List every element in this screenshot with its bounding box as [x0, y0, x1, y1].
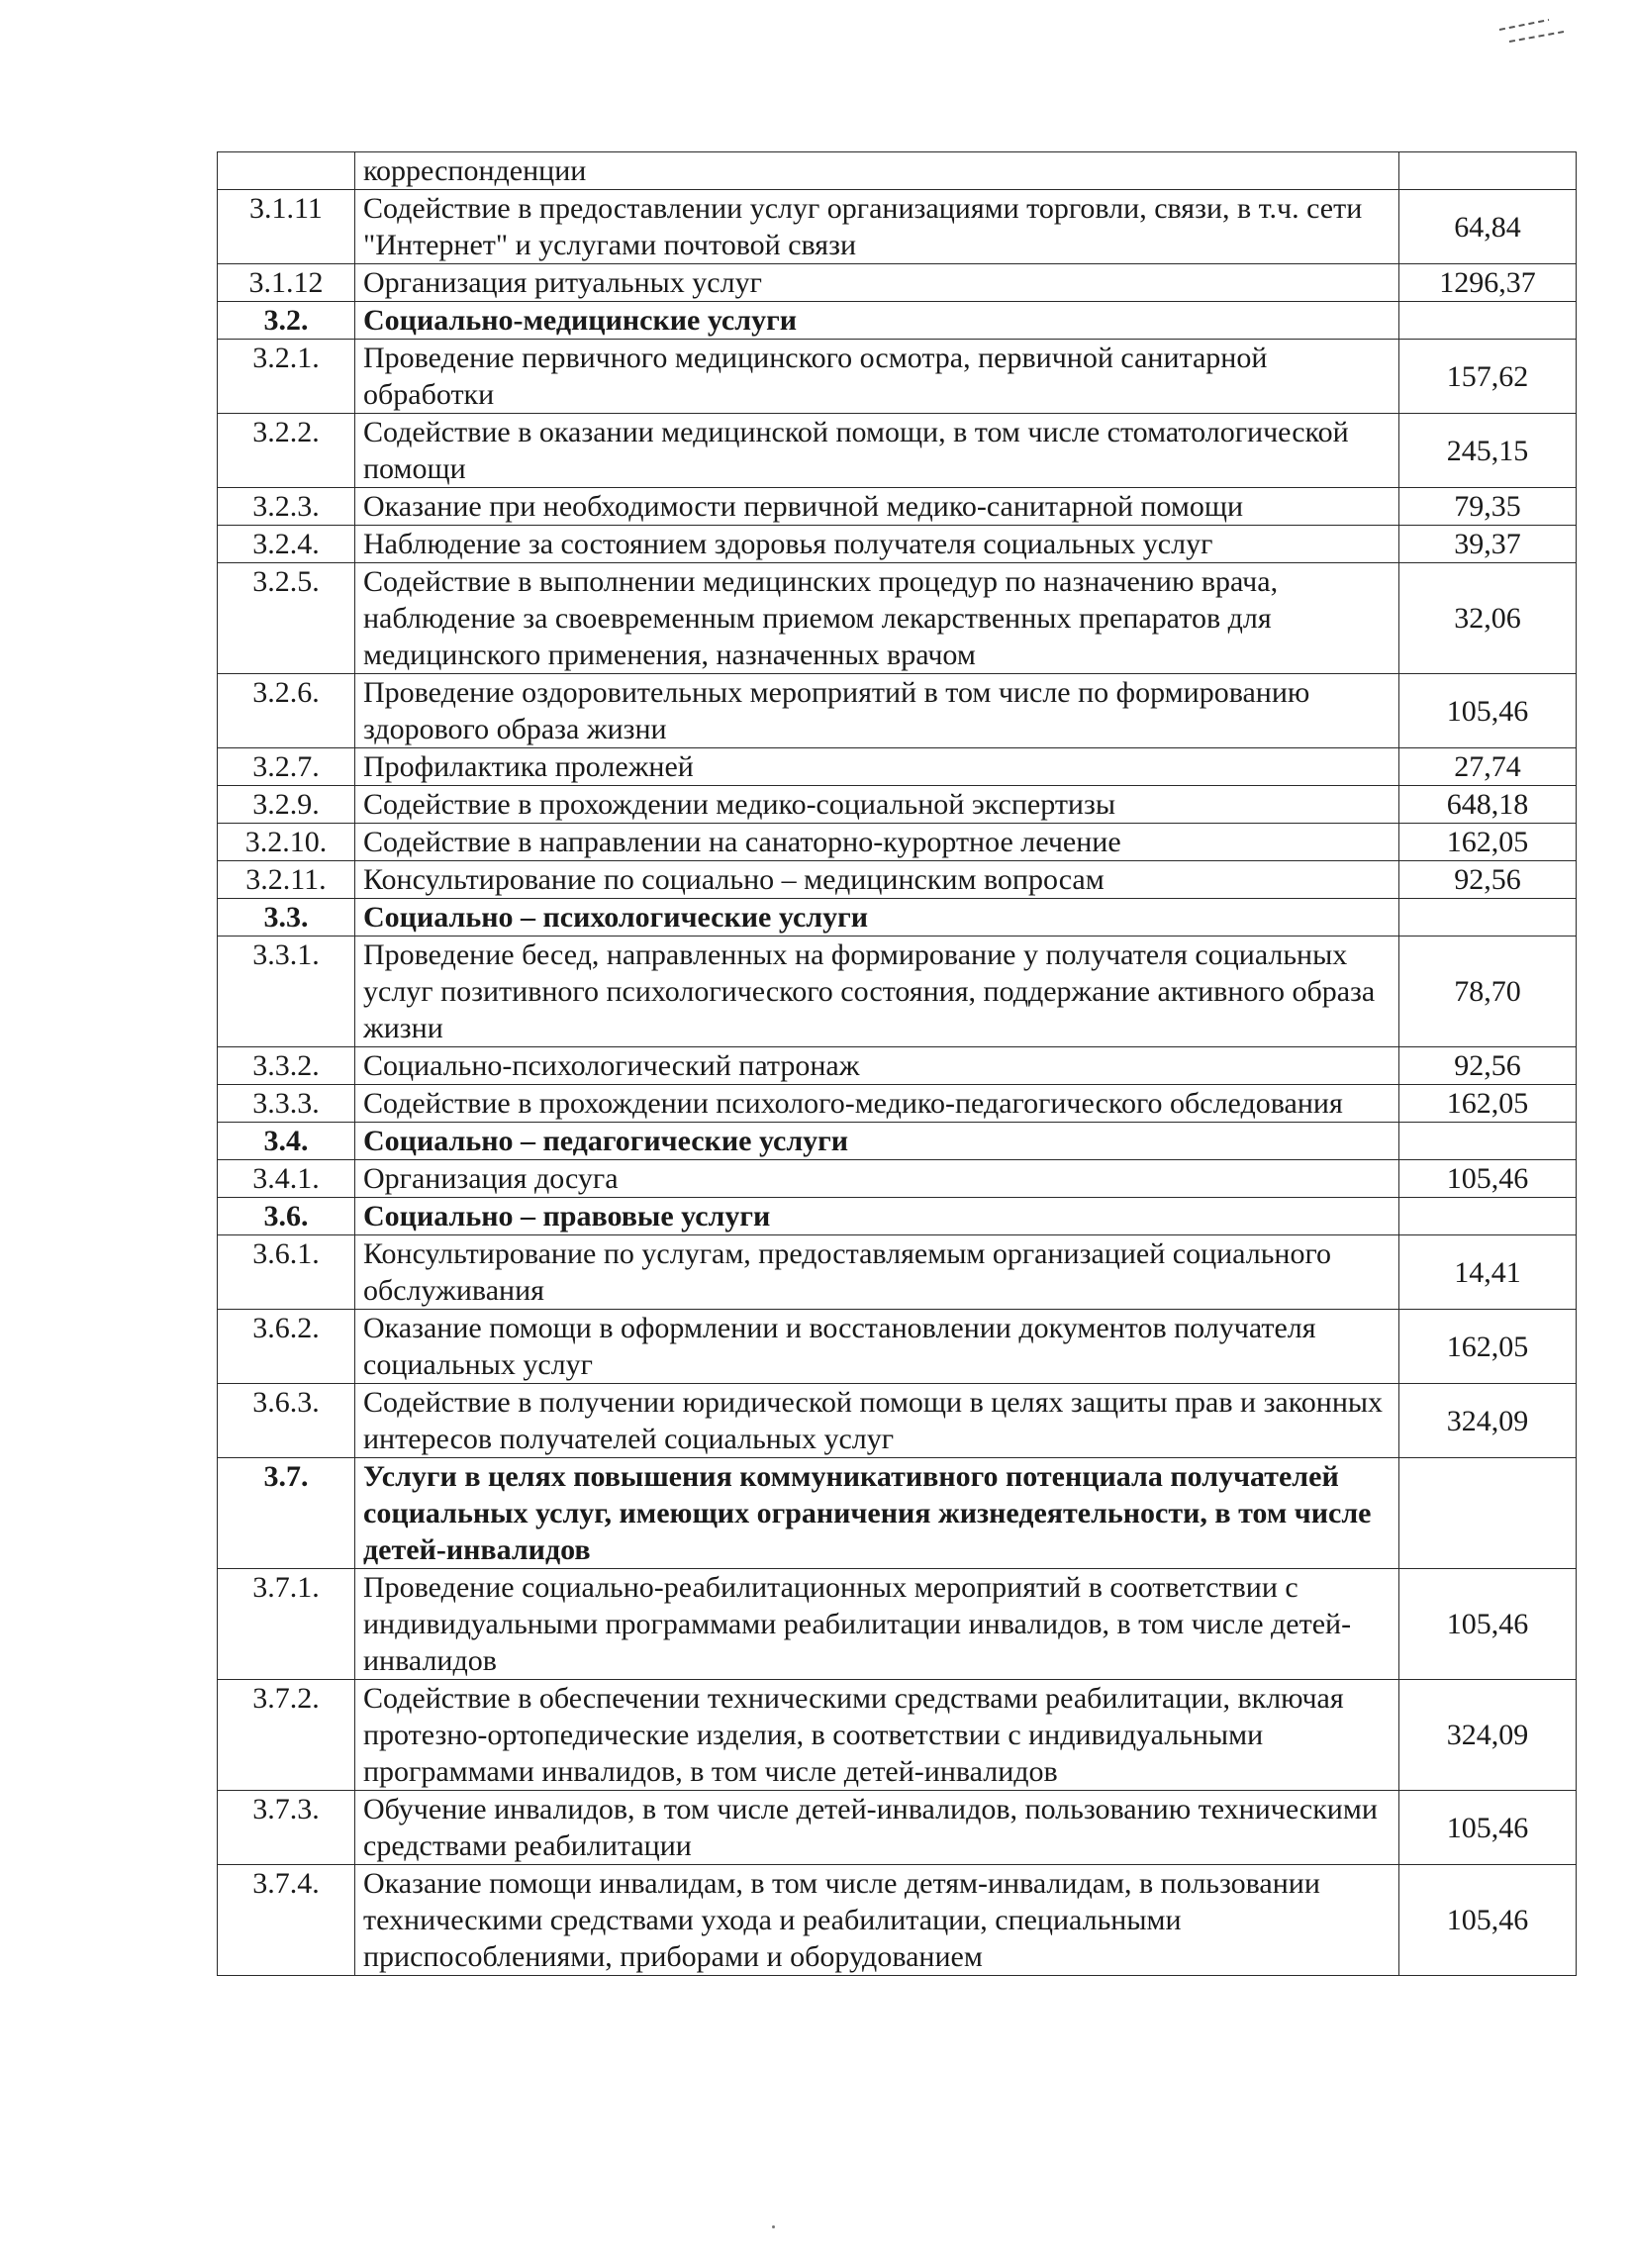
section-header-row: [218, 302, 1577, 340]
service-price: 162,05: [1399, 824, 1577, 861]
table-row: [218, 1047, 1577, 1085]
row-number: 3.2.2.: [218, 414, 355, 488]
table-row: [218, 1791, 1577, 1865]
service-name: Содействие в получении юридической помощи в целях защиты прав и законных интересов получателей социальных услуг: [355, 1384, 1399, 1458]
row-number: 3.2.9.: [218, 786, 355, 824]
service-price: [1399, 899, 1577, 937]
table-row: [218, 340, 1577, 414]
service-price: 157,62: [1399, 340, 1577, 414]
service-name: Проведение оздоровительных мероприятий в том числе по формированию здорового образа жизни: [355, 674, 1399, 748]
service-name: Организация ритуальных услуг: [355, 264, 1399, 302]
table-row: [218, 563, 1577, 674]
section-header-row: [218, 1198, 1577, 1235]
service-price: 245,15: [1399, 414, 1577, 488]
row-number: 3.7.1.: [218, 1569, 355, 1680]
service-name: Содействие в прохождении медико-социальной экспертизы: [355, 786, 1399, 824]
section-title: Социально-медицинские услуги: [355, 302, 1399, 340]
row-number: 3.7.3.: [218, 1791, 355, 1865]
service-price: [1399, 302, 1577, 340]
section-header-row: [218, 899, 1577, 937]
row-number: 3.7.4.: [218, 1865, 355, 1976]
row-number: 3.1.11: [218, 190, 355, 264]
service-price: 162,05: [1399, 1085, 1577, 1123]
row-number: 3.6.: [218, 1198, 355, 1235]
section-title: Услуги в целях повышения коммуникативного потенциала получателей социальных услуг, имеющих ограничения жизнедеятельности, в том числе детей-инвалидов: [355, 1458, 1399, 1569]
service-price: 79,35: [1399, 488, 1577, 526]
service-price: 1296,37: [1399, 264, 1577, 302]
service-price: 162,05: [1399, 1310, 1577, 1384]
service-price: 105,46: [1399, 1791, 1577, 1865]
row-number: 3.2.: [218, 302, 355, 340]
service-price: 105,46: [1399, 1160, 1577, 1198]
table-row: [218, 786, 1577, 824]
table-row: [218, 1680, 1577, 1791]
row-number: 3.4.1.: [218, 1160, 355, 1198]
table-row: [218, 1085, 1577, 1123]
row-number: 3.2.11.: [218, 861, 355, 899]
row-number: 3.6.2.: [218, 1310, 355, 1384]
row-number: 3.2.5.: [218, 563, 355, 674]
section-title: Социально – психологические услуги: [355, 899, 1399, 937]
row-number: 3.2.1.: [218, 340, 355, 414]
section-title: Социально – педагогические услуги: [355, 1123, 1399, 1160]
service-name: Содействие в обеспечении техническими средствами реабилитации, включая протезно-ортопедические изделия, в соответствии с индивидуальными программами инвалидов, в том числе детей-инвалидов: [355, 1680, 1399, 1791]
service-name: Содействие в оказании медицинской помощи, в том числе стоматологической помощи: [355, 414, 1399, 488]
row-number: 3.2.6.: [218, 674, 355, 748]
section-header-row: [218, 1458, 1577, 1569]
table-row: [218, 937, 1577, 1047]
row-number: 3.4.: [218, 1123, 355, 1160]
service-name: Содействие в выполнении медицинских процедур по назначению врача, наблюдение за своевременным приемом лекарственных препаратов для медицинского применения, назначенных врачом: [355, 563, 1399, 674]
section-title: Социально – правовые услуги: [355, 1198, 1399, 1235]
service-name: корреспонденции: [355, 152, 1399, 190]
row-number: 3.7.2.: [218, 1680, 355, 1791]
service-price: 32,06: [1399, 563, 1577, 674]
row-number: 3.6.3.: [218, 1384, 355, 1458]
service-price: 92,56: [1399, 1047, 1577, 1085]
service-price: 648,18: [1399, 786, 1577, 824]
service-price: 105,46: [1399, 1865, 1577, 1976]
service-name: Организация досуга: [355, 1160, 1399, 1198]
scan-artifact-mark: [1490, 12, 1569, 51]
table-row: [218, 488, 1577, 526]
service-name: Оказание помощи в оформлении и восстановлении документов получателя социальных услуг: [355, 1310, 1399, 1384]
service-name: Проведение бесед, направленных на формирование у получателя социальных услуг позитивного психологического состояния, поддержание активного образа жизни: [355, 937, 1399, 1047]
table-row: [218, 1865, 1577, 1976]
service-name: Консультирование по услугам, предоставляемым организацией социального обслуживания: [355, 1235, 1399, 1310]
table-row: [218, 824, 1577, 861]
table-row: [218, 526, 1577, 563]
table-body: [218, 152, 1577, 1976]
table-row: [218, 1160, 1577, 1198]
row-number: 3.3.1.: [218, 937, 355, 1047]
row-number: 3.2.10.: [218, 824, 355, 861]
row-number: 3.3.: [218, 899, 355, 937]
service-name: Оказание помощи инвалидам, в том числе детям-инвалидам, в пользовании техническими средствами ухода и реабилитации, специальными приспособлениями, приборами и оборудованием: [355, 1865, 1399, 1976]
table-row: [218, 748, 1577, 786]
table-row: [218, 1384, 1577, 1458]
row-number: 3.6.1.: [218, 1235, 355, 1310]
table-row: [218, 1569, 1577, 1680]
service-price: 324,09: [1399, 1680, 1577, 1791]
service-price: [1399, 1123, 1577, 1160]
service-name: Содействие в направлении на санаторно-курортное лечение: [355, 824, 1399, 861]
service-name: Социально-психологический патронаж: [355, 1047, 1399, 1085]
service-price: 27,74: [1399, 748, 1577, 786]
service-price: 64,84: [1399, 190, 1577, 264]
service-price: [1399, 1458, 1577, 1569]
service-price: 105,46: [1399, 674, 1577, 748]
table-row: [218, 861, 1577, 899]
services-price-table: [217, 151, 1577, 1976]
service-price: 105,46: [1399, 1569, 1577, 1680]
service-name: Профилактика пролежней: [355, 748, 1399, 786]
row-number: 3.3.3.: [218, 1085, 355, 1123]
service-price: [1399, 152, 1577, 190]
service-name: Содействие в предоставлении услуг организациями торговли, связи, в т.ч. сети "Интернет" и услугами почтовой связи: [355, 190, 1399, 264]
scan-dot: [772, 2225, 775, 2228]
row-number: 3.1.12: [218, 264, 355, 302]
row-number: 3.7.: [218, 1458, 355, 1569]
row-number: 3.2.4.: [218, 526, 355, 563]
service-price: 324,09: [1399, 1384, 1577, 1458]
service-name: Оказание при необходимости первичной медико-санитарной помощи: [355, 488, 1399, 526]
table-row: [218, 1235, 1577, 1310]
service-name: Обучение инвалидов, в том числе детей-инвалидов, пользованию техническими средствами реабилитации: [355, 1791, 1399, 1865]
service-name: Содействие в прохождении психолого-медико-педагогического обследования: [355, 1085, 1399, 1123]
service-name: Консультирование по социально – медицинским вопросам: [355, 861, 1399, 899]
row-number: 3.3.2.: [218, 1047, 355, 1085]
table-row: [218, 152, 1577, 190]
service-price: 92,56: [1399, 861, 1577, 899]
section-header-row: [218, 1123, 1577, 1160]
row-number: 3.2.3.: [218, 488, 355, 526]
service-name: Наблюдение за состоянием здоровья получателя социальных услуг: [355, 526, 1399, 563]
row-number: 3.2.7.: [218, 748, 355, 786]
service-name: Проведение социально-реабилитационных мероприятий в соответствии с индивидуальными программами реабилитации инвалидов, в том числе детей-инвалидов: [355, 1569, 1399, 1680]
row-number: [218, 152, 355, 190]
service-price: 14,41: [1399, 1235, 1577, 1310]
table-row: [218, 414, 1577, 488]
service-price: 78,70: [1399, 937, 1577, 1047]
table-row: [218, 1310, 1577, 1384]
table-row: [218, 190, 1577, 264]
table-row: [218, 264, 1577, 302]
service-price: 39,37: [1399, 526, 1577, 563]
service-name: Проведение первичного медицинского осмотра, первичной санитарной обработки: [355, 340, 1399, 414]
table-row: [218, 674, 1577, 748]
service-price: [1399, 1198, 1577, 1235]
